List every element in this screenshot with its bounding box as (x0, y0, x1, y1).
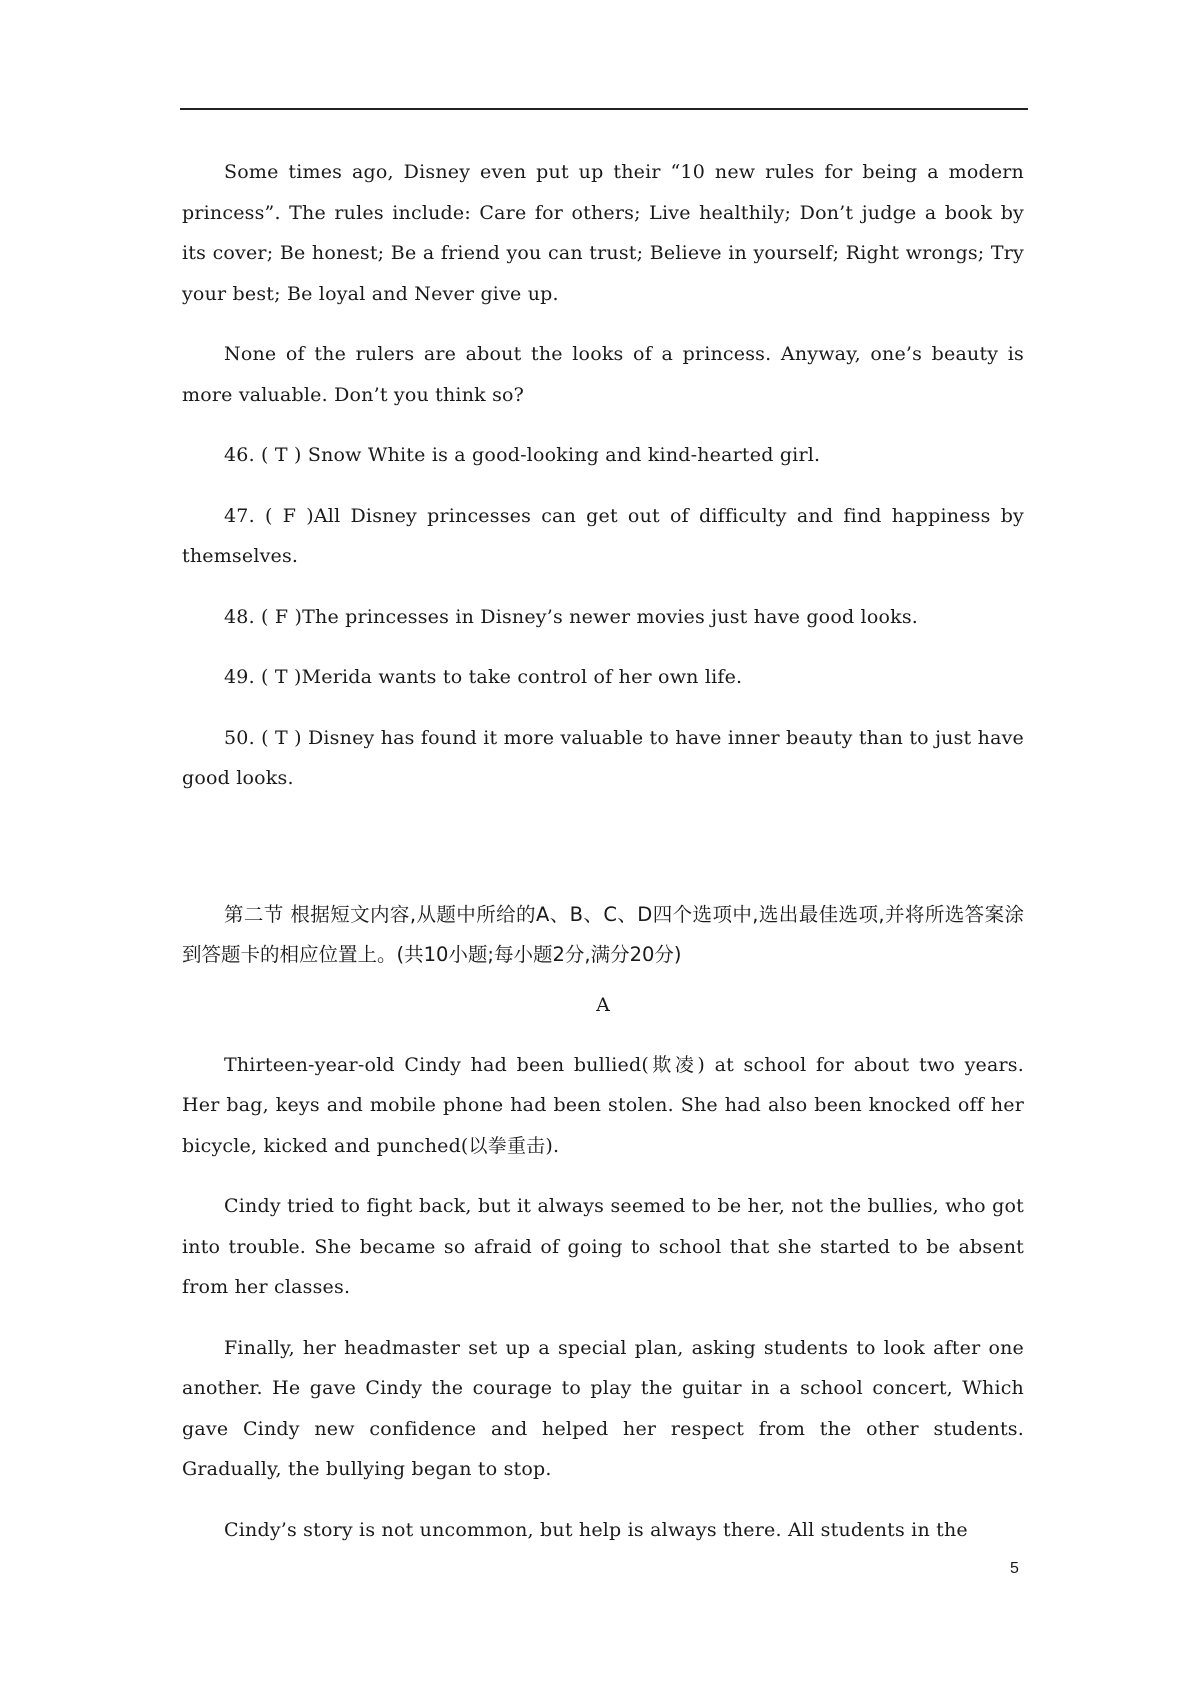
passage-letter: A (596, 993, 610, 1016)
page-content (182, 152, 1024, 1570)
paragraph-beauty: None of the rulers are about the looks of a princess. Anyway, one’s beauty is more valuable. Don’t you think so? (182, 343, 1024, 406)
paragraph-cindy-bullied: Thirteen-year-old Cindy had been bullied(欺凌) at school for about two years. Her bag, keys and mobile phone had been stolen. She had also been knocked off her bicycle, kicked and punched(以拳重击). (182, 1053, 1024, 1157)
section-heading: 第二节 根据短文内容,从题中所给的A、B、C、D四个选项中,选出最佳选项,并将所选答案涂到答题卡的相应位置上。(共10小题;每小题2分,满分20分) (182, 902, 1024, 966)
paragraph-headmaster-plan: Finally, her headmaster set up a special plan, asking students to look after one another. He gave Cindy the courage to play the guitar in a school concert, Which gave Cindy new confidence and helped her respect from the other students. Gradually, the bullying began to stop. (182, 1336, 1024, 1480)
header-rule (180, 108, 1028, 110)
paragraph-cindy-fight-back: Cindy tried to fight back, but it always seemed to be her, not the bullies, who got into trouble. She became so afraid of going to school that she started to be absent from her classes. (182, 1195, 1024, 1298)
question-47: 47. ( F )All Disney princesses can get out of difficulty and find happiness by themselves. (182, 504, 1024, 567)
question-50: 50. ( T ) Disney has found it more valuable to have inner beauty than to just have good looks. (182, 726, 1024, 789)
paragraph-help-available: Cindy’s story is not uncommon, but help is always there. All students in the (224, 1518, 968, 1541)
section-spacer (182, 819, 1024, 895)
question-48: 48. ( F )The princesses in Disney’s newer movies just have good looks. (224, 605, 919, 628)
page-number: 5 (1010, 1560, 1019, 1577)
paragraph-disney-rules: Some times ago, Disney even put up their “10 new rules for being a modern princess”. The rules include: Care for others; Live healthily; Don’t judge a book by its cover; Be honest; Be a friend you can trust; Believe in yourself; Right wrongs; Try your best; Be loyal and Never give up. (182, 161, 1024, 305)
question-49: 49. ( T )Merida wants to take control of her own life. (224, 666, 743, 688)
question-46: 46. ( T ) Snow White is a good-looking and kind-hearted girl. (224, 444, 821, 466)
